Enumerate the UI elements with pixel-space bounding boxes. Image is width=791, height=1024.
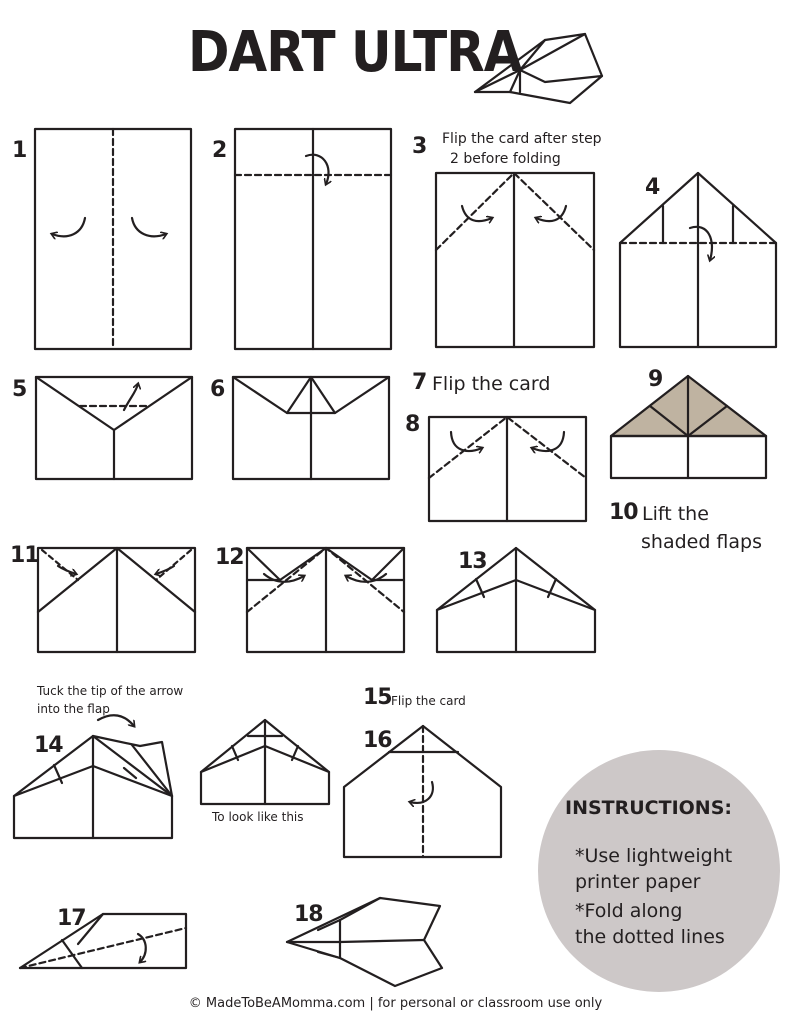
step-number-5: 5 (12, 377, 27, 402)
step-4-diagram (620, 173, 776, 347)
step-number-9: 9 (648, 367, 663, 392)
step-2-diagram (235, 129, 391, 349)
step-7-note: Flip the card (432, 373, 551, 395)
step-number-2: 2 (212, 138, 227, 163)
step-number-1: 1 (12, 138, 27, 163)
instruction-line-4: the dotted lines (575, 926, 725, 948)
step-11-diagram (38, 548, 195, 652)
step-number-17: 17 (57, 906, 86, 931)
step-8-diagram (429, 417, 586, 521)
step-number-15: 15 (363, 685, 392, 710)
step-number-6: 6 (210, 377, 225, 402)
look-like-note: To look like this (212, 810, 304, 824)
step-3-diagram (436, 173, 594, 347)
step-5-diagram (36, 377, 192, 479)
step-number-14: 14 (34, 733, 63, 758)
step-3-note-line-1: Flip the card after step (442, 131, 602, 147)
step-10-note-line-2: shaded flaps (641, 531, 763, 553)
step-number-12: 12 (215, 545, 244, 570)
step-number-4: 4 (645, 175, 660, 200)
step-3-note-line-2: 2 before folding (450, 151, 561, 167)
instruction-line-3: *Fold along (575, 900, 683, 922)
step-6-diagram (233, 377, 389, 479)
footer-copyright: © MadeToBeAMomma.com | for personal or classroom use only (188, 996, 603, 1011)
step-number-18: 18 (294, 902, 323, 927)
step-10-note-line-1: Lift the (642, 503, 709, 525)
step-number-10: 10 (609, 500, 638, 525)
step-number-8: 8 (405, 412, 420, 437)
page-title: DART ULTRA (188, 19, 522, 85)
step-number-16: 16 (363, 728, 392, 753)
step-15-note: Flip the card (391, 694, 466, 708)
step-number-3: 3 (412, 134, 427, 159)
instruction-line-2: printer paper (575, 871, 701, 893)
step-14-note-line-2: into the flap (37, 702, 110, 716)
step-14-note-line-1: Tuck the tip of the arrow (37, 684, 184, 698)
step-number-13: 13 (458, 549, 487, 574)
step-number-11: 11 (10, 543, 39, 568)
step-number-7: 7 (412, 370, 427, 395)
look-like-diagram (201, 720, 329, 804)
step-12-diagram (247, 548, 404, 652)
step-1-diagram (35, 129, 191, 349)
instructions-heading: INSTRUCTIONS: (565, 797, 732, 819)
step-17-diagram (20, 914, 186, 968)
instruction-line-1: *Use lightweight (575, 845, 733, 867)
step-9-diagram (611, 376, 766, 478)
